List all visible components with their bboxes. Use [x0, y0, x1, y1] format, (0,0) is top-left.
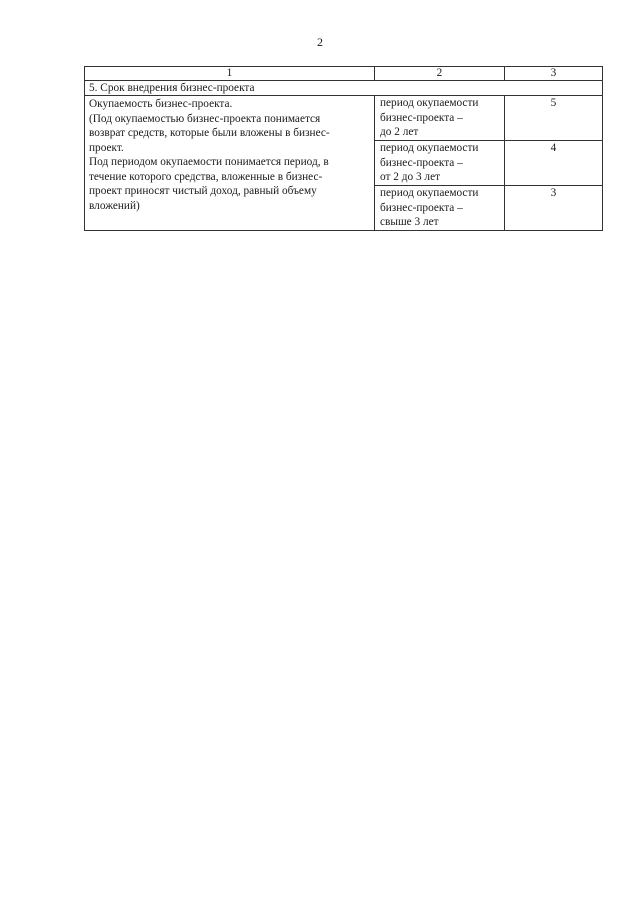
table-row: [85, 96, 603, 141]
score-cell: 4: [505, 141, 603, 186]
condition-cell: [375, 186, 505, 231]
page-number: 2: [317, 35, 323, 49]
indicator-line: (Под окупаемостью бизнес-проекта понимается: [89, 112, 321, 125]
indicator-line: течение которого средства, вложенные в бизнес-: [89, 170, 323, 183]
condition-line: период окупаемости: [380, 97, 479, 109]
condition-line: бизнес-проекта –: [380, 156, 463, 169]
condition-line: период окупаемости: [380, 187, 479, 199]
condition-line: до 2 лет: [380, 126, 419, 138]
score-cell: 3: [505, 186, 603, 231]
criteria-table: [84, 66, 603, 231]
indicator-line: проект приносят чистый доход, равный объему: [89, 185, 317, 197]
condition-line: бизнес-проекта –: [380, 201, 463, 214]
column-header-2: 2: [375, 67, 505, 81]
table-header-row: [85, 67, 603, 81]
column-header-1: 1: [85, 67, 375, 81]
indicator-line: проект.: [89, 141, 124, 154]
indicator-description: [85, 96, 375, 231]
condition-line: свыше 3 лет: [380, 216, 439, 228]
column-header-3: 3: [505, 67, 603, 81]
indicator-line: вложений): [89, 199, 140, 212]
indicator-line: возврат средств, которые были вложены в бизнес-: [89, 127, 330, 139]
condition-cell: [375, 141, 505, 186]
section-title: 5. Срок внедрения бизнес-проекта: [85, 81, 603, 96]
indicator-line: Окупаемость бизнес-проекта.: [89, 98, 233, 110]
section-row: [85, 81, 603, 96]
condition-cell: [375, 96, 505, 141]
indicator-line: Под периодом окупаемости понимается период, в: [89, 156, 329, 168]
condition-line: от 2 до 3 лет: [380, 171, 441, 183]
score-cell: 5: [505, 96, 603, 141]
condition-line: период окупаемости: [380, 142, 479, 154]
condition-line: бизнес-проекта –: [380, 111, 463, 124]
